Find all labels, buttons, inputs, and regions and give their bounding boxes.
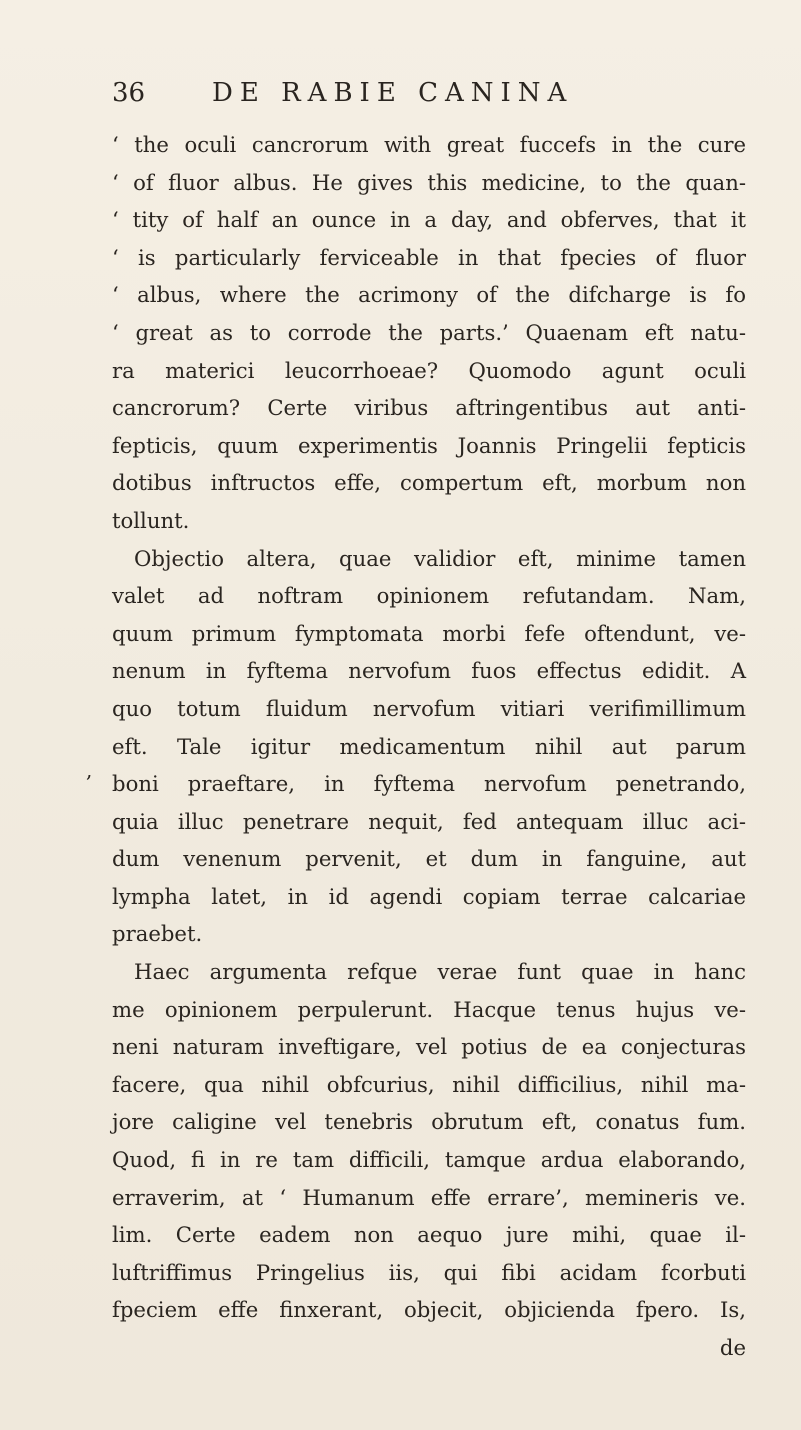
text-line: valet ad noftram opinionem refutandam. Nam, [112, 583, 746, 609]
text-line: fepticis, quum experimentis Joannis Pringelii fepticis [112, 432, 746, 458]
text-line: facere, qua nihil obfcurius, nihil difficilius, nihil ma- [112, 1071, 746, 1097]
text-line: luftriffimus Pringelius iis, qui fibi acidam fcorbuti [112, 1259, 746, 1285]
paragraph-start-line: Haec argumenta refque verae funt quae in hanc [134, 959, 746, 985]
text-line: boni praeftare, in fyftema nervofum penetrando, [112, 771, 746, 797]
text-line: nenum in fyftema nervofum fuos effectus edidit. A [112, 658, 746, 684]
text-line: neni naturam inveftigare, vel potius de ea conjecturas [112, 1034, 746, 1060]
page-number: 36 [112, 78, 146, 108]
text-line: erraverim, at ‘ Humanum effe errare’, memineris ve. [112, 1184, 746, 1210]
text-line: ‘ the oculi cancrorum with great fuccefs in the cure [112, 132, 746, 157]
text-line: ‘ tity of half an ounce in a day, and obferves, that it [112, 207, 746, 233]
text-line: cancrorum? Certe viribus aftringentibus aut anti- [112, 395, 746, 421]
text-line: lympha latet, in id agendi copiam terrae calcariae [112, 883, 746, 909]
catchword: de [719, 1335, 746, 1360]
text-line: quo totum fluidum nervofum vitiari verifimillimum [112, 695, 746, 721]
text-line: ra materici leucorrhoeae? Quomodo agunt oculi [112, 357, 746, 383]
text-line: me opinionem perpulerunt. Hacque tenus hujus ve- [112, 996, 746, 1022]
text-line: dum venenum pervenit, et dum in fanguine, aut [112, 846, 746, 872]
text-line: quum primum fymptomata morbi fefe oftendunt, ve- [112, 620, 746, 646]
running-head: DE RABIE CANINA [212, 78, 574, 108]
text-line: ‘ is particularly ferviceable in that fpecies of fluor [112, 244, 746, 270]
paragraph-start-line: Objectio altera, quae validior eft, minime tamen [134, 545, 746, 571]
margin-mark: , [86, 758, 93, 782]
text-line: lim. Certe eadem non aequo jure mihi, quae il- [112, 1222, 746, 1248]
text-line: ‘ albus, where the acrimony of the difcharge is fo [112, 282, 746, 308]
text-line: eft. Tale igitur medicamentum nihil aut parum [112, 733, 746, 759]
text-line: ‘ great as to corrode the parts.’ Quaenam eft natu- [112, 319, 746, 345]
paragraph-end-line: tollunt. [112, 507, 190, 533]
page-header [112, 78, 712, 118]
paragraph-end-line: praebet. [112, 921, 203, 947]
text-line: jore caligine vel tenebris obrutum eft, conatus fum. [112, 1109, 746, 1135]
body-text [112, 126, 746, 1367]
text-line: Quod, fi in re tam difficili, tamque ardua elaborando, [112, 1147, 746, 1173]
text-line: fpeciem effe finxerant, objecit, objicienda fpero. Is, [112, 1297, 746, 1323]
text-line: quia illuc penetrare nequit, fed antequam illuc aci- [112, 808, 746, 834]
text-line: ‘ of fluor albus. He gives this medicine, to the quan- [112, 169, 746, 195]
text-line: dotibus inftructos effe, compertum eft, morbum non [112, 470, 746, 496]
